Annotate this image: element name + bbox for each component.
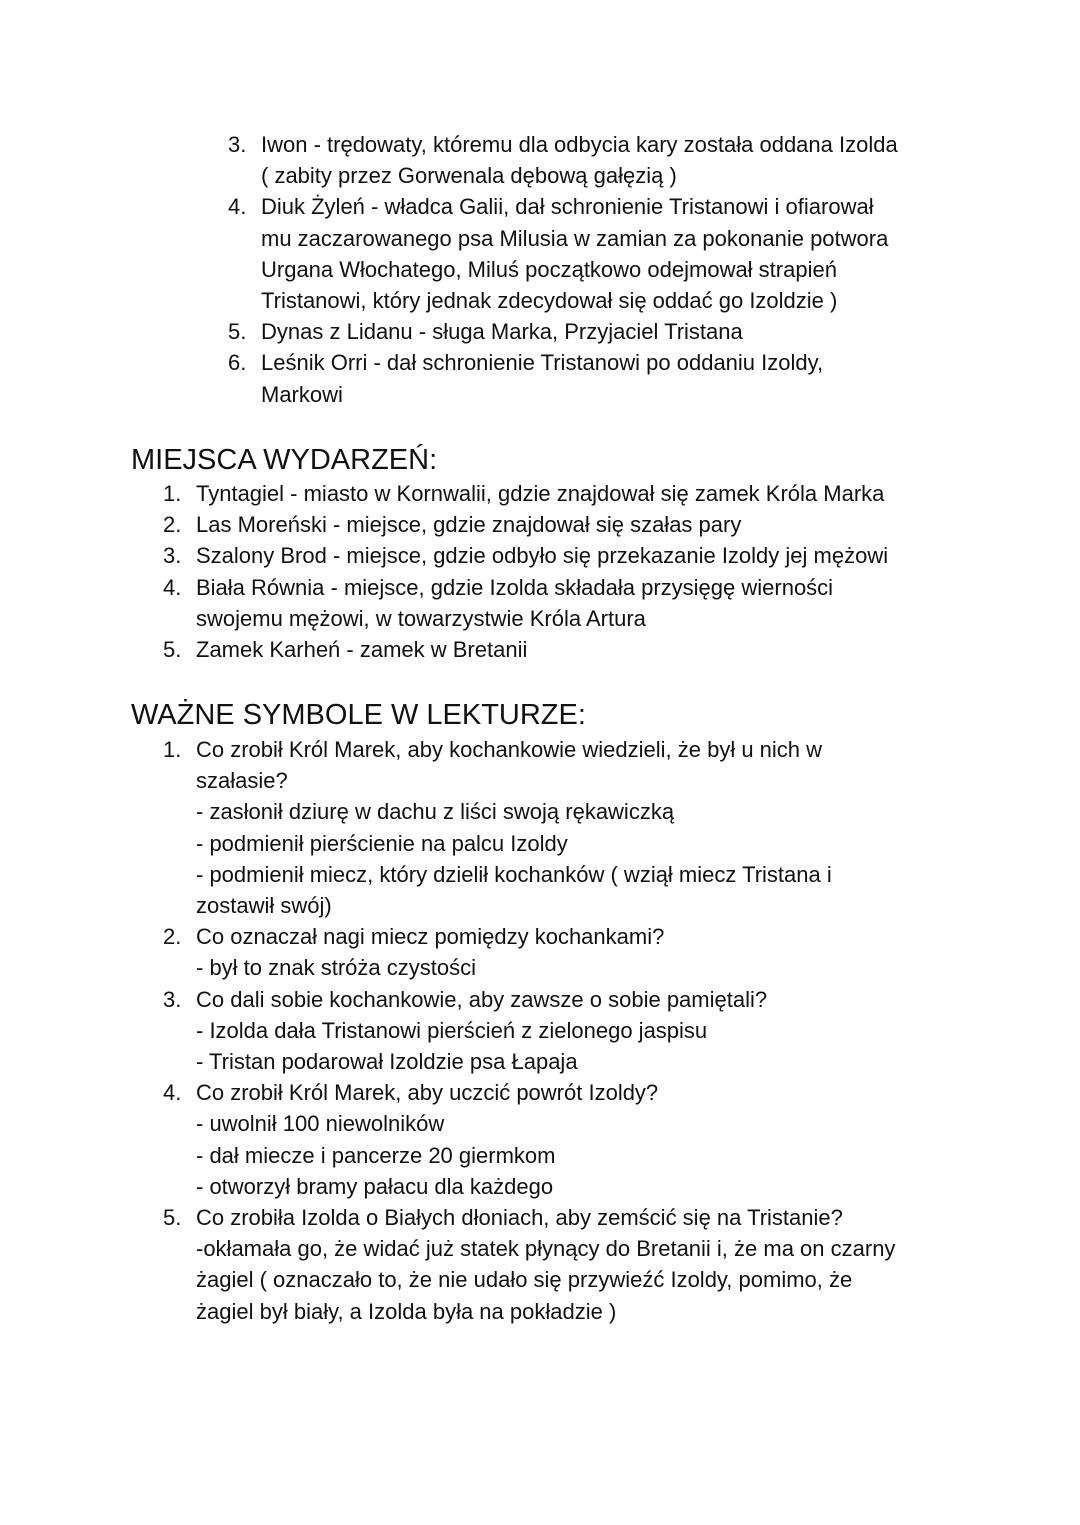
symbols-item-line: Co zrobił Król Marek, aby kochankowie wiedzieli, że był u nich w (196, 737, 823, 762)
symbols-item-line: zostawił swój) (196, 893, 332, 918)
places-item-line: Biała Równia - miejsce, gdzie Izolda składała przysięgę wierności (196, 574, 834, 600)
symbols-item-line: - otworzył bramy pałacu dla każdego (196, 1173, 554, 1199)
symbols-item-line: -okłamała go, że widać już statek płynący do Bretanii i, że ma on czarny (196, 1236, 896, 1262)
characters-item-line: Leśnik Orri - dał schronienie Tristanowi po oddaniu Izoldy, (261, 350, 824, 376)
list-item-number: 3. (228, 132, 247, 157)
symbols-item-line: żagiel był biały, a Izolda była na pokładzie ) (196, 1298, 617, 1324)
places-item-line: Zamek Karheń - zamek w Bretanii (196, 637, 528, 662)
places-item-line: Las Moreński - miejsce, gdzie znajdował się szałas pary (196, 512, 742, 538)
characters-item-line: Urgana Włochatego, Miluś początkowo odejmował strapień (261, 256, 837, 282)
list-item-number: 3. (163, 986, 182, 1012)
places-item-line: Tyntagiel - miasto w Kornwalii, gdzie znajdował się zamek Króla Marka (196, 481, 885, 506)
symbols-item-line: Co zrobiła Izolda o Białych dłoniach, aby zemścić się na Tristanie? (196, 1205, 843, 1230)
symbols-item-line: - Izolda dała Tristanowi pierścień z zielonego jaspisu (196, 1017, 708, 1043)
list-item-number: 1. (163, 481, 182, 506)
symbols-item-line: szałasie? (196, 768, 288, 794)
list-item-number: 3. (163, 543, 182, 569)
symbols-item-line: Co oznaczał nagi miecz pomiędzy kochankami? (196, 924, 665, 950)
characters-item-line: Diuk Żyleń - władca Galii, dał schronienie Tristanowi i ofiarował (261, 194, 874, 220)
places-item-line: Szalony Brod - miejsce, gdzie odbyło się przekazanie Izoldy jej mężowi (196, 543, 889, 569)
characters-item-line: Dynas z Lidanu - sługa Marka, Przyjaciel Tristana (261, 319, 743, 345)
list-item-number: 6. (228, 350, 247, 376)
list-item-number: 4. (228, 194, 247, 220)
symbols-item-line: - dał miecze i pancerze 20 giermkom (196, 1142, 556, 1168)
characters-item-line: Tristanowi, który jednak zdecydował się oddać go Izoldzie ) (261, 288, 838, 313)
list-item-number: 4. (163, 1080, 182, 1106)
characters-item-line: Markowi (261, 381, 343, 407)
symbols-item-line: - uwolnił 100 niewolników (196, 1111, 445, 1137)
list-item-number: 5. (163, 637, 182, 662)
list-item-number: 2. (163, 512, 182, 538)
list-item-number: 5. (163, 1205, 182, 1230)
list-item-number: 5. (228, 319, 247, 345)
list-item-number: 2. (163, 924, 182, 950)
places-item-line: swojemu mężowi, w towarzystwie Króla Artura (196, 605, 646, 631)
symbols-item-line: Co dali sobie kochankowie, aby zawsze o sobie pamiętali? (196, 986, 768, 1012)
list-item-number: 4. (163, 574, 182, 600)
characters-item-line: mu zaczarowanego psa Milusia w zamian za pokonanie potwora (261, 225, 889, 251)
symbols-item-line: - Tristan podarował Izoldzie psa Łapaja (196, 1049, 578, 1074)
symbols-heading: WAŻNE SYMBOLE W LEKTURZE: (131, 699, 586, 731)
symbols-item-line: - podmienił miecz, który dzielił kochanków ( wziął miecz Tristana i (196, 861, 832, 887)
symbols-item-line: - był to znak stróża czystości (196, 955, 476, 981)
symbols-item-line: Co zrobił Król Marek, aby uczcić powrót Izoldy? (196, 1080, 659, 1106)
characters-item-line: Iwon - trędowaty, któremu dla odbycia kary została oddana Izolda (261, 132, 898, 157)
places-heading: MIEJSCA WYDARZEŃ: (131, 444, 438, 476)
symbols-item-line: - podmienił pierścienie na palcu Izoldy (196, 830, 568, 856)
list-item-number: 1. (163, 737, 182, 762)
symbols-item-line: - zasłonił dziurę w dachu z liści swoją rękawiczką (196, 799, 675, 825)
characters-item-line: ( zabity przez Gorwenala dębową gałęzią ) (261, 163, 677, 189)
symbols-item-line: żagiel ( oznaczało to, że nie udało się przywieźć Izoldy, pomimo, że (196, 1267, 853, 1293)
